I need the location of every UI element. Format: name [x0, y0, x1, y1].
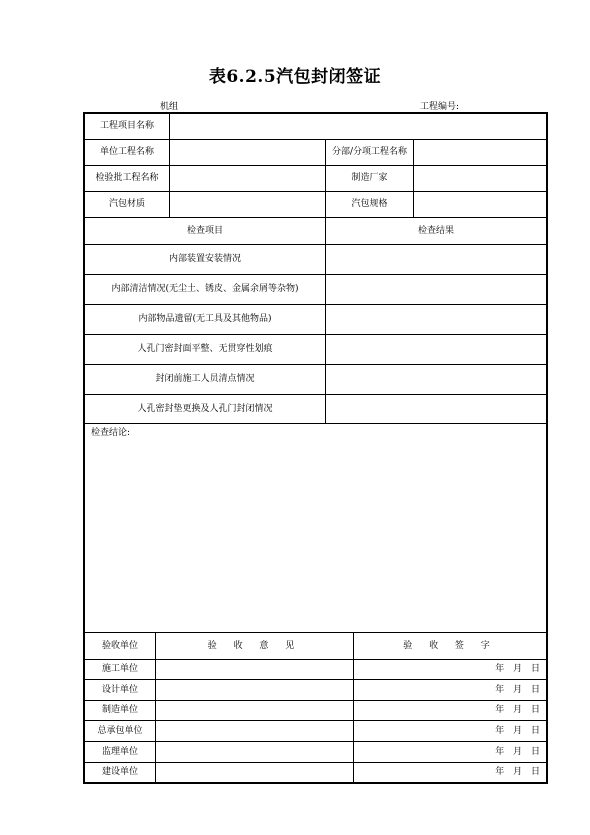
check-item: 内部清洁情况(无尘土、锈皮、金属余屑等杂物): [111, 284, 299, 294]
check-item: 内部物品遗留(无工具及其他物品): [138, 314, 272, 324]
check-item: 封闭前施工人员清点情况: [155, 374, 255, 384]
acceptance-unit: 总承包单位: [97, 725, 143, 736]
project-name-label: 工程项目名称: [99, 121, 154, 131]
sub-project-label: 分部/分项工程名称: [331, 147, 408, 157]
acceptance-sign-header: 验 收 签 字: [403, 640, 497, 651]
acceptance-opinion-header: 验 收 意 见: [207, 640, 302, 651]
check-item: 人孔门密封面平整、无贯穿性划痕: [137, 344, 273, 354]
check-item: 人孔密封垫更换及人孔门封闭情况: [137, 403, 273, 414]
check-item-header: 检查项目: [186, 225, 223, 236]
manufacturer-label: 制造厂家: [351, 173, 388, 183]
sign-date: 年 月 日: [495, 746, 540, 757]
acceptance-unit: 设计单位: [101, 684, 138, 695]
form-title: 表6.2.5汽包封闭签证: [208, 67, 382, 87]
conclusion-label: 检查结论:: [91, 427, 131, 438]
unit-project-label: 单位工程名称: [99, 147, 154, 157]
acceptance-unit: 建设单位: [101, 767, 138, 777]
sign-date: 年 月 日: [495, 725, 540, 736]
drum-spec-label: 汽包规格: [351, 199, 388, 209]
acceptance-unit-header: 验收单位: [101, 640, 138, 651]
sign-date: 年 月 日: [495, 705, 540, 715]
check-item: 内部装置安装情况: [168, 254, 241, 264]
acceptance-unit: 监理单位: [101, 746, 138, 757]
project-no-label: 工程编号:: [420, 102, 460, 112]
acceptance-unit: 施工单位: [101, 664, 138, 674]
sign-date: 年 月 日: [495, 767, 540, 777]
sign-date: 年 月 日: [495, 664, 540, 674]
inspection-batch-label: 检验批工程名称: [95, 173, 159, 183]
sign-date: 年 月 日: [495, 684, 540, 695]
drum-material-label: 汽包材质: [108, 199, 145, 209]
check-result-header: 检查结果: [417, 225, 454, 236]
acceptance-unit: 制造单位: [101, 705, 138, 715]
unit-label: 机组: [160, 102, 179, 112]
